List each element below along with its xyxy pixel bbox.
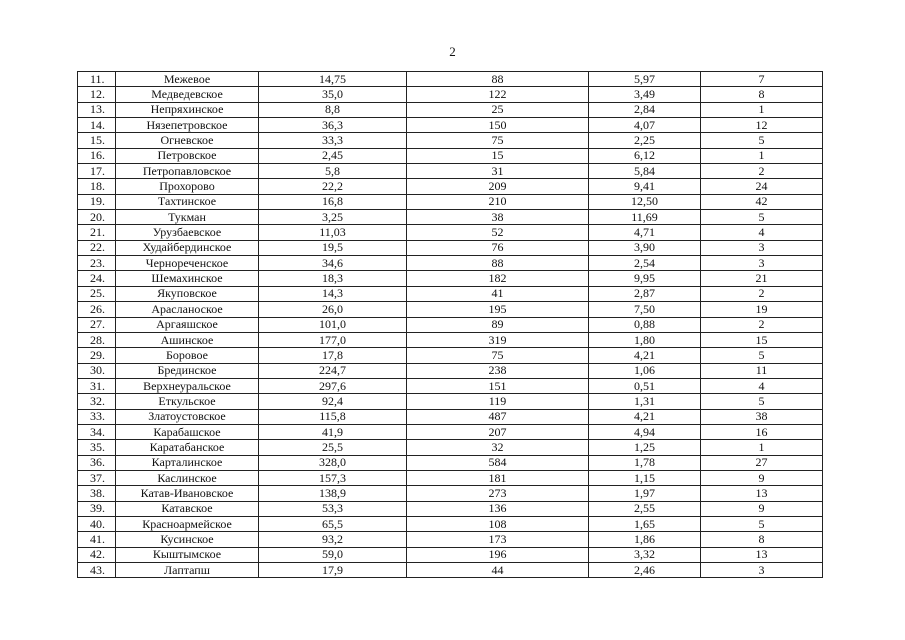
- row-number-cell: 35.: [78, 440, 116, 455]
- table-row: [78, 302, 823, 317]
- row-number-cell: 11.: [78, 72, 116, 87]
- value-1-cell: 92,4: [259, 394, 407, 409]
- table-row: [78, 286, 823, 301]
- name-cell: Арасланоское: [116, 302, 259, 317]
- value-1-cell: 8,8: [259, 102, 407, 117]
- value-2-cell: 75: [407, 133, 589, 148]
- value-3-cell: 0,88: [589, 317, 701, 332]
- value-3-cell: 11,69: [589, 210, 701, 225]
- row-number-cell: 18.: [78, 179, 116, 194]
- name-cell: Аргаяшское: [116, 317, 259, 332]
- value-1-cell: 101,0: [259, 317, 407, 332]
- value-4-cell: 11: [701, 363, 823, 378]
- value-4-cell: 4: [701, 225, 823, 240]
- name-cell: Красноармейское: [116, 516, 259, 531]
- value-1-cell: 19,5: [259, 240, 407, 255]
- value-1-cell: 115,8: [259, 409, 407, 424]
- value-1-cell: 33,3: [259, 133, 407, 148]
- value-1-cell: 224,7: [259, 363, 407, 378]
- table-row: [78, 455, 823, 470]
- row-number-cell: 15.: [78, 133, 116, 148]
- value-3-cell: 5,84: [589, 164, 701, 179]
- value-3-cell: 4,71: [589, 225, 701, 240]
- value-1-cell: 5,8: [259, 164, 407, 179]
- value-2-cell: 209: [407, 179, 589, 194]
- value-4-cell: 13: [701, 486, 823, 501]
- value-3-cell: 6,12: [589, 148, 701, 163]
- table-body: [78, 72, 823, 578]
- name-cell: Тахтинское: [116, 194, 259, 209]
- row-number-cell: 28.: [78, 332, 116, 347]
- table-row: [78, 148, 823, 163]
- row-number-cell: 29.: [78, 348, 116, 363]
- value-1-cell: 2,45: [259, 148, 407, 163]
- row-number-cell: 16.: [78, 148, 116, 163]
- page-number: 2: [449, 44, 456, 59]
- value-3-cell: 2,84: [589, 102, 701, 117]
- row-number-cell: 27.: [78, 317, 116, 332]
- value-3-cell: 2,46: [589, 563, 701, 578]
- table-row: [78, 363, 823, 378]
- value-3-cell: 1,97: [589, 486, 701, 501]
- value-4-cell: 3: [701, 256, 823, 271]
- value-1-cell: 17,8: [259, 348, 407, 363]
- row-number-cell: 25.: [78, 286, 116, 301]
- table-row: [78, 164, 823, 179]
- name-cell: Прохорово: [116, 179, 259, 194]
- value-2-cell: 88: [407, 72, 589, 87]
- value-1-cell: 17,9: [259, 563, 407, 578]
- value-2-cell: 136: [407, 501, 589, 516]
- value-1-cell: 25,5: [259, 440, 407, 455]
- value-2-cell: 38: [407, 210, 589, 225]
- value-2-cell: 89: [407, 317, 589, 332]
- value-2-cell: 151: [407, 378, 589, 393]
- table-row: [78, 348, 823, 363]
- name-cell: Верхнеуральское: [116, 378, 259, 393]
- table-row: [78, 225, 823, 240]
- name-cell: Якуповское: [116, 286, 259, 301]
- value-3-cell: 3,32: [589, 547, 701, 562]
- table-row: [78, 210, 823, 225]
- row-number-cell: 40.: [78, 516, 116, 531]
- value-2-cell: 319: [407, 332, 589, 347]
- row-number-cell: 39.: [78, 501, 116, 516]
- row-number-cell: 14.: [78, 118, 116, 133]
- value-4-cell: 2: [701, 317, 823, 332]
- row-number-cell: 43.: [78, 563, 116, 578]
- value-1-cell: 36,3: [259, 118, 407, 133]
- value-1-cell: 16,8: [259, 194, 407, 209]
- value-3-cell: 1,25: [589, 440, 701, 455]
- row-number-cell: 33.: [78, 409, 116, 424]
- value-3-cell: 2,54: [589, 256, 701, 271]
- value-4-cell: 3: [701, 240, 823, 255]
- value-1-cell: 65,5: [259, 516, 407, 531]
- value-4-cell: 4: [701, 378, 823, 393]
- value-4-cell: 19: [701, 302, 823, 317]
- value-2-cell: 32: [407, 440, 589, 455]
- value-1-cell: 328,0: [259, 455, 407, 470]
- value-2-cell: 31: [407, 164, 589, 179]
- value-1-cell: 59,0: [259, 547, 407, 562]
- name-cell: Карабашское: [116, 424, 259, 439]
- row-number-cell: 42.: [78, 547, 116, 562]
- value-2-cell: 44: [407, 563, 589, 578]
- value-3-cell: 1,06: [589, 363, 701, 378]
- name-cell: Ашинское: [116, 332, 259, 347]
- row-number-cell: 38.: [78, 486, 116, 501]
- value-4-cell: 8: [701, 87, 823, 102]
- name-cell: Худайбердинское: [116, 240, 259, 255]
- value-2-cell: 487: [407, 409, 589, 424]
- value-2-cell: 195: [407, 302, 589, 317]
- table-row: [78, 118, 823, 133]
- table-row: [78, 87, 823, 102]
- value-3-cell: 9,41: [589, 179, 701, 194]
- value-3-cell: 12,50: [589, 194, 701, 209]
- table-row: [78, 240, 823, 255]
- name-cell: Петропавловское: [116, 164, 259, 179]
- table-row: [78, 256, 823, 271]
- name-cell: Петровское: [116, 148, 259, 163]
- value-2-cell: 122: [407, 87, 589, 102]
- value-3-cell: 4,21: [589, 409, 701, 424]
- value-4-cell: 1: [701, 440, 823, 455]
- value-4-cell: 1: [701, 148, 823, 163]
- name-cell: Лаптапш: [116, 563, 259, 578]
- name-cell: Златоустовское: [116, 409, 259, 424]
- value-1-cell: 177,0: [259, 332, 407, 347]
- name-cell: Огневское: [116, 133, 259, 148]
- value-4-cell: 13: [701, 547, 823, 562]
- value-2-cell: 584: [407, 455, 589, 470]
- row-number-cell: 13.: [78, 102, 116, 117]
- name-cell: Карталинское: [116, 455, 259, 470]
- row-number-cell: 37.: [78, 470, 116, 485]
- name-cell: Каратабанское: [116, 440, 259, 455]
- value-3-cell: 9,95: [589, 271, 701, 286]
- value-2-cell: 238: [407, 363, 589, 378]
- value-2-cell: 182: [407, 271, 589, 286]
- value-4-cell: 12: [701, 118, 823, 133]
- value-1-cell: 41,9: [259, 424, 407, 439]
- value-2-cell: 173: [407, 532, 589, 547]
- value-3-cell: 1,80: [589, 332, 701, 347]
- value-4-cell: 9: [701, 501, 823, 516]
- value-4-cell: 38: [701, 409, 823, 424]
- value-3-cell: 5,97: [589, 72, 701, 87]
- row-number-cell: 23.: [78, 256, 116, 271]
- value-2-cell: 181: [407, 470, 589, 485]
- value-2-cell: 15: [407, 148, 589, 163]
- table-row: [78, 133, 823, 148]
- name-cell: Медведевское: [116, 87, 259, 102]
- table-row: [78, 271, 823, 286]
- name-cell: Межевое: [116, 72, 259, 87]
- value-3-cell: 2,87: [589, 286, 701, 301]
- name-cell: Катав-Ивановское: [116, 486, 259, 501]
- row-number-cell: 17.: [78, 164, 116, 179]
- value-4-cell: 1: [701, 102, 823, 117]
- value-2-cell: 76: [407, 240, 589, 255]
- value-1-cell: 26,0: [259, 302, 407, 317]
- value-3-cell: 1,15: [589, 470, 701, 485]
- value-4-cell: 42: [701, 194, 823, 209]
- value-4-cell: 15: [701, 332, 823, 347]
- value-4-cell: 5: [701, 516, 823, 531]
- value-2-cell: 75: [407, 348, 589, 363]
- name-cell: Кыштымское: [116, 547, 259, 562]
- value-3-cell: 1,78: [589, 455, 701, 470]
- value-1-cell: 35,0: [259, 87, 407, 102]
- value-3-cell: 3,49: [589, 87, 701, 102]
- value-1-cell: 53,3: [259, 501, 407, 516]
- row-number-cell: 30.: [78, 363, 116, 378]
- row-number-cell: 36.: [78, 455, 116, 470]
- value-3-cell: 7,50: [589, 302, 701, 317]
- value-1-cell: 93,2: [259, 532, 407, 547]
- value-2-cell: 207: [407, 424, 589, 439]
- name-cell: Каслинское: [116, 470, 259, 485]
- value-1-cell: 18,3: [259, 271, 407, 286]
- value-2-cell: 52: [407, 225, 589, 240]
- row-number-cell: 24.: [78, 271, 116, 286]
- table-row: [78, 194, 823, 209]
- value-1-cell: 14,75: [259, 72, 407, 87]
- value-1-cell: 297,6: [259, 378, 407, 393]
- table-row: [78, 424, 823, 439]
- name-cell: Брединское: [116, 363, 259, 378]
- table-row: [78, 378, 823, 393]
- name-cell: Урузбаевское: [116, 225, 259, 240]
- table-row: [78, 470, 823, 485]
- name-cell: Кусинское: [116, 532, 259, 547]
- name-cell: Нязепетровское: [116, 118, 259, 133]
- table-row: [78, 72, 823, 87]
- value-3-cell: 1,86: [589, 532, 701, 547]
- value-2-cell: 150: [407, 118, 589, 133]
- value-1-cell: 11,03: [259, 225, 407, 240]
- value-4-cell: 7: [701, 72, 823, 87]
- table-row: [78, 409, 823, 424]
- value-2-cell: 119: [407, 394, 589, 409]
- table-row: [78, 547, 823, 562]
- row-number-cell: 19.: [78, 194, 116, 209]
- name-cell: Боровое: [116, 348, 259, 363]
- value-2-cell: 210: [407, 194, 589, 209]
- table-row: [78, 394, 823, 409]
- table-row: [78, 486, 823, 501]
- table-row: [78, 532, 823, 547]
- table-row: [78, 440, 823, 455]
- row-number-cell: 32.: [78, 394, 116, 409]
- value-4-cell: 2: [701, 286, 823, 301]
- value-4-cell: 16: [701, 424, 823, 439]
- value-2-cell: 273: [407, 486, 589, 501]
- value-2-cell: 41: [407, 286, 589, 301]
- row-number-cell: 26.: [78, 302, 116, 317]
- value-2-cell: 88: [407, 256, 589, 271]
- table-row: [78, 516, 823, 531]
- data-table: [77, 71, 823, 578]
- value-4-cell: 8: [701, 532, 823, 547]
- value-3-cell: 0,51: [589, 378, 701, 393]
- value-3-cell: 2,25: [589, 133, 701, 148]
- name-cell: Еткульское: [116, 394, 259, 409]
- row-number-cell: 31.: [78, 378, 116, 393]
- value-4-cell: 2: [701, 164, 823, 179]
- value-1-cell: 3,25: [259, 210, 407, 225]
- value-1-cell: 34,6: [259, 256, 407, 271]
- row-number-cell: 20.: [78, 210, 116, 225]
- value-4-cell: 5: [701, 210, 823, 225]
- value-4-cell: 27: [701, 455, 823, 470]
- value-1-cell: 157,3: [259, 470, 407, 485]
- value-1-cell: 22,2: [259, 179, 407, 194]
- value-4-cell: 5: [701, 348, 823, 363]
- name-cell: Чернореченское: [116, 256, 259, 271]
- value-4-cell: 21: [701, 271, 823, 286]
- row-number-cell: 41.: [78, 532, 116, 547]
- value-2-cell: 25: [407, 102, 589, 117]
- row-number-cell: 21.: [78, 225, 116, 240]
- table-row: [78, 102, 823, 117]
- value-3-cell: 4,07: [589, 118, 701, 133]
- value-2-cell: 196: [407, 547, 589, 562]
- table-row: [78, 332, 823, 347]
- value-3-cell: 3,90: [589, 240, 701, 255]
- value-2-cell: 108: [407, 516, 589, 531]
- table-row: [78, 179, 823, 194]
- value-1-cell: 138,9: [259, 486, 407, 501]
- name-cell: Непряхинское: [116, 102, 259, 117]
- value-3-cell: 1,65: [589, 516, 701, 531]
- value-3-cell: 4,94: [589, 424, 701, 439]
- value-1-cell: 14,3: [259, 286, 407, 301]
- value-4-cell: 5: [701, 394, 823, 409]
- name-cell: Катавское: [116, 501, 259, 516]
- table-row: [78, 563, 823, 578]
- value-4-cell: 9: [701, 470, 823, 485]
- table-row: [78, 501, 823, 516]
- row-number-cell: 34.: [78, 424, 116, 439]
- value-3-cell: 2,55: [589, 501, 701, 516]
- value-4-cell: 24: [701, 179, 823, 194]
- value-4-cell: 3: [701, 563, 823, 578]
- row-number-cell: 12.: [78, 87, 116, 102]
- value-3-cell: 1,31: [589, 394, 701, 409]
- value-3-cell: 4,21: [589, 348, 701, 363]
- name-cell: Тукман: [116, 210, 259, 225]
- value-4-cell: 5: [701, 133, 823, 148]
- table-row: [78, 317, 823, 332]
- row-number-cell: 22.: [78, 240, 116, 255]
- name-cell: Шемахинское: [116, 271, 259, 286]
